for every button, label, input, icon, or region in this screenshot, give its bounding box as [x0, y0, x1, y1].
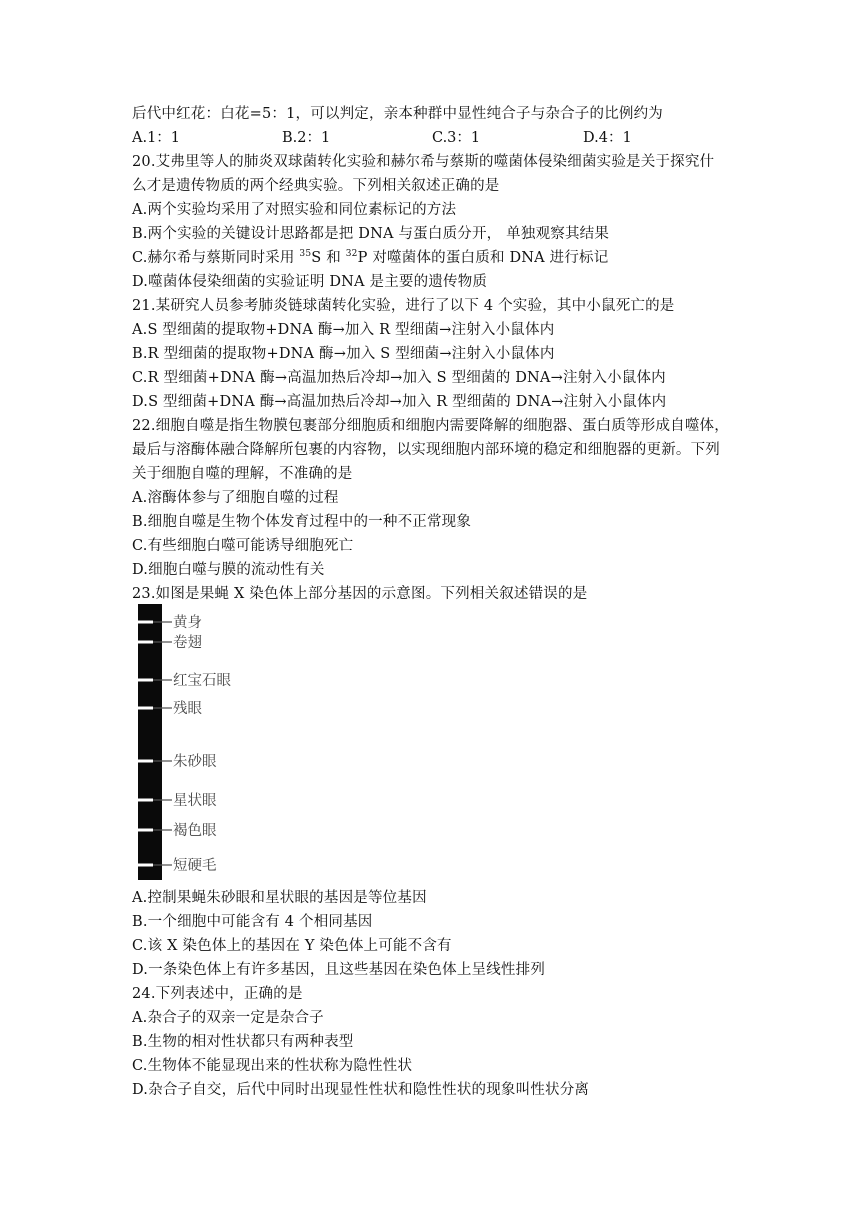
q23-stem: 23.如图是果蝇 X 染色体上部分基因的示意图。下列相关叙述错误的是 [132, 586, 588, 602]
q19-option-b: B.2：1 [282, 130, 331, 146]
gene-band [138, 799, 153, 802]
q22-option-a: A.溶酶体参与了细胞自噬的过程 [132, 490, 339, 506]
chromosome-bar [138, 604, 162, 880]
q20-option-d: D.噬菌体侵染细菌的实验证明 DNA 是主要的遗传物质 [132, 274, 488, 290]
q21-option-b: B.R 型细菌的提取物+DNA 酶→加入 S 型细菌→注射入小鼠体内 [132, 346, 555, 362]
q19-option-d: D.4：1 [583, 130, 632, 146]
q24-option-a: A.杂合子的双亲一定是杂合子 [132, 1010, 324, 1026]
q21-stem: 21.某研究人员参考肺炎链球菌转化实验，进行了以下 4 个实验，其中小鼠死亡的是 [132, 298, 675, 314]
gene-label: 红宝石眼 [173, 673, 231, 689]
q22-stem-line-2: 最后与溶酶体融合降解所包裹的内容物，以实现细胞内部环境的稳定和细胞器的更新。下列 [132, 442, 720, 458]
q24-stem: 24.下列表述中，正确的是 [132, 986, 303, 1002]
gene-label: 星状眼 [173, 793, 217, 809]
gene-label: 残眼 [173, 701, 202, 717]
q24-option-d: D.杂合子自交，后代中同时出现显性性状和隐性性状的现象叫性状分离 [132, 1082, 590, 1098]
gene-band [138, 707, 153, 710]
q22-stem-line-3: 关于细胞自噬的理解，不准确的是 [132, 466, 353, 482]
q21-option-d: D.S 型细菌+DNA 酶→高温加热后冷却→加入 R 型细菌的 DNA→注射入小鼠体内 [132, 394, 667, 410]
q22-option-d: D.细胞白噬与膜的流动性有关 [132, 562, 325, 578]
q20-stem-line-2: 么才是遗传物质的两个经典实验。下列相关叙述正确的是 [132, 178, 500, 194]
q22-option-c: C.有些细胞白噬可能诱导细胞死亡 [132, 538, 354, 554]
q24-option-b: B.生物的相对性状都只有两种表型 [132, 1034, 354, 1050]
q19-stem-tail: 后代中红花：白花=5：1，可以判定，亲本种群中显性纯合子与杂合子的比例约为 [132, 106, 663, 122]
gene-label: 朱砂眼 [173, 754, 217, 770]
q20-option-c: C.赫尔希与蔡斯同时采用 $^{35}$S 和 $^{32}$P 对噬菌体的蛋白质和 DNA 进行标记 [132, 249, 609, 266]
q22-stem-line-1: 22.细胞自噬是指生物膜包裹部分细胞质和细胞内需要降解的细胞器、蛋白质等形成自噬体， [132, 418, 729, 434]
gene-band [138, 760, 153, 763]
x-chromosome-gene-map [138, 604, 298, 880]
q24-option-c: C.生物体不能显现出来的性状称为隐性性状 [132, 1058, 413, 1074]
gene-label: 黄身 [173, 615, 202, 631]
q23-option-c: C.该 X 染色体上的基因在 Y 染色体上可能不含有 [132, 938, 452, 954]
q20-stem-line-1: 20.艾弗里等人的肺炎双球菌转化实验和赫尔希与蔡斯的噬菌体侵染细菌实验是关于探究什 [132, 154, 715, 170]
gene-label: 短硬毛 [173, 858, 217, 874]
q23-option-a: A.控制果蝇朱砂眼和星状眼的基因是等位基因 [132, 890, 427, 906]
q23-option-b: B.一个细胞中可能含有 4 个相同基因 [132, 914, 373, 930]
q20-option-a: A.两个实验均采用了对照实验和同位素标记的方法 [132, 202, 457, 218]
gene-band [138, 864, 153, 867]
gene-label: 褐色眼 [173, 823, 217, 839]
q20-option-b: B.两个实验的关键设计思路都是把 DNA 与蛋白质分开， 单独观察其结果 [132, 226, 610, 242]
q19-option-c: C.3：1 [432, 130, 481, 146]
q22-option-b: B.细胞自噬是生物个体发育过程中的一种不正常现象 [132, 514, 472, 530]
gene-band [138, 641, 153, 644]
q21-option-a: A.S 型细菌的提取物+DNA 酶→加入 R 型细菌→注射入小鼠体内 [132, 322, 555, 338]
q23-option-d: D.一条染色体上有许多基因，且这些基因在染色体上呈线性排列 [132, 962, 546, 978]
gene-band [138, 621, 153, 624]
q21-option-c: C.R 型细菌+DNA 酶→高温加热后冷却→加入 S 型细菌的 DNA→注射入小鼠体内 [132, 370, 666, 386]
q19-option-a: A.1：1 [132, 130, 181, 146]
gene-band [138, 829, 153, 832]
gene-band [138, 679, 153, 682]
gene-label: 卷翅 [173, 635, 202, 651]
